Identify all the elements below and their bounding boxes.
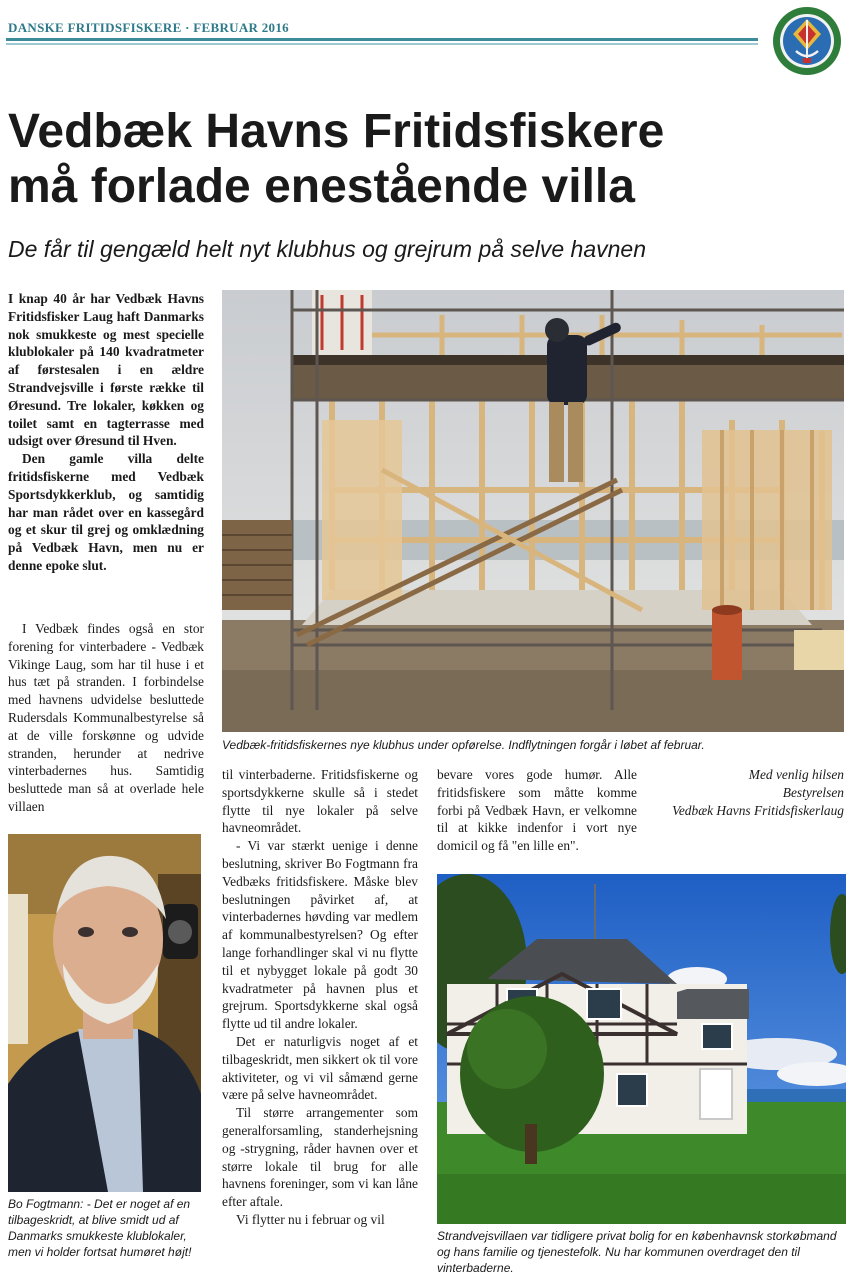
signoff [640,766,844,819]
portrait-photo [8,834,201,1192]
column-2-paragraph-1: til vinterbaderne. Fritidsfiskerne og sportsdykkerne skulle så i stedet flytte til nye lokaler på selve havneområdet. [222,767,418,836]
article-title-line1: Vedbæk Havns Fritidsfiskere [8,105,665,158]
lead-column [8,290,204,575]
masthead: DANSKE FRITIDSFISKERE · FEBRUAR 2016 [8,20,289,35]
column-2-paragraph-3: Det er naturligvis noget af et tilbageskridt, men sikkert ok til vore aktiviteter, og vi vil såmænd gerne være på selve havneområdet. [222,1033,418,1103]
column-2-paragraph-5: Vi flytter nu i februar og vil [236,1211,385,1227]
club-emblem-icon [772,6,842,76]
column-2 [222,766,418,1229]
signoff-club: Vedbæk Havns Fritidsfiskerlaug [672,802,844,818]
villa-photo-caption: Strandvejsvillaen var tidligere privat bolig for en københavnsk storkøbmand og hans familie og tjenestefolk. Nu har kommunen overdraget den til vinterbaderne. [437,1229,837,1275]
column-2-paragraph-2: - Vi var stærkt uenige i denne beslutning, skriver Bo Fogtmann fra Vedbæks fritidsfiskere. Måske blev beslutningen påvirket af, at vinterbadernes høvding var medlem af kommunalbestyrelsen? Og efter lange forhandlinger skal vi nu flytte til et nybygget lokale på godt 30 kvadratmeter på havnen plus et grejrum. Sportsdykkerne skal også flytte ud til andre lokaler. [222,838,418,1032]
construction-photo-caption: Vedbæk-fritidsfiskernes nye klubhus under opførelse. Indflytningen forgår i løbet af februar. [222,738,705,752]
column-1-paragraph: I Vedbæk findes også en stor forening for vinterbadere - Vedbæk Vikinge Laug, som har til huse i et hus tæt på stranden. I forbindelse med havnens udvidelse besluttede Rudersdals Kommunalbestyrelse så at de ville forskønne og udvide stranden, herunder at nedrive vinterbadernes hus. Samtidig besluttede man så at overlade hele villaen [8,621,204,814]
article-subtitle: De får til gengæld helt nyt klubhus og grejrum på selve havnen [8,236,646,262]
lead-paragraph-2: Den gamle villa delte fritidsfiskerne med Vedbæk Sportsdykkerklub, og samtidig har man rådet over en kassegård og et skur til grej og omklædning på Vedbæk Havn, men nu er denne epoke slut. [8,451,204,573]
column-3 [437,766,637,855]
signoff-board: Bestyrelsen [782,784,844,800]
column-1 [8,620,204,816]
portrait-photo-caption: Bo Fogtmann: - Det er noget af en tilbageskridt, at blive smidt ud af Danmarks smukkeste klublokaler, men vi holder fortsat humøret højt! [8,1197,192,1259]
villa-photo [437,874,846,1224]
article-title [8,104,828,214]
column-3-paragraph: bevare vores gode humør. Alle fritidsfiskere som måtte komme forbi på Vedbæk Havn, er velkomne til at kikke indenfor i vort nye domicil og få "en lille en". [437,767,637,854]
masthead-rule-secondary [6,43,758,45]
signoff-greeting: Med venlig hilsen [748,767,844,782]
column-2-paragraph-4: Til større arrangementer som generalforsamling, standerhejsning og -strygning, råder havnen over et større lokale til brug for alle havnens foreninger, som vi kan låne efter aftale. [222,1105,418,1210]
article-title-line2: må forlade enestående villa [8,160,635,213]
construction-photo [222,290,844,732]
lead-paragraph-1: I knap 40 år har Vedbæk Havns Fritidsfisker Laug haft Danmarks nok smukkeste og mest specielle klublokaler på 140 kvadratmeter af førstesalen i en ældre Strandvejsville i første række til Øresund. Tre lokaler, køkken og toilet samt en tagterrasse med udsigt over Øresund til Hven. [8,291,204,449]
masthead-rule [6,38,758,41]
